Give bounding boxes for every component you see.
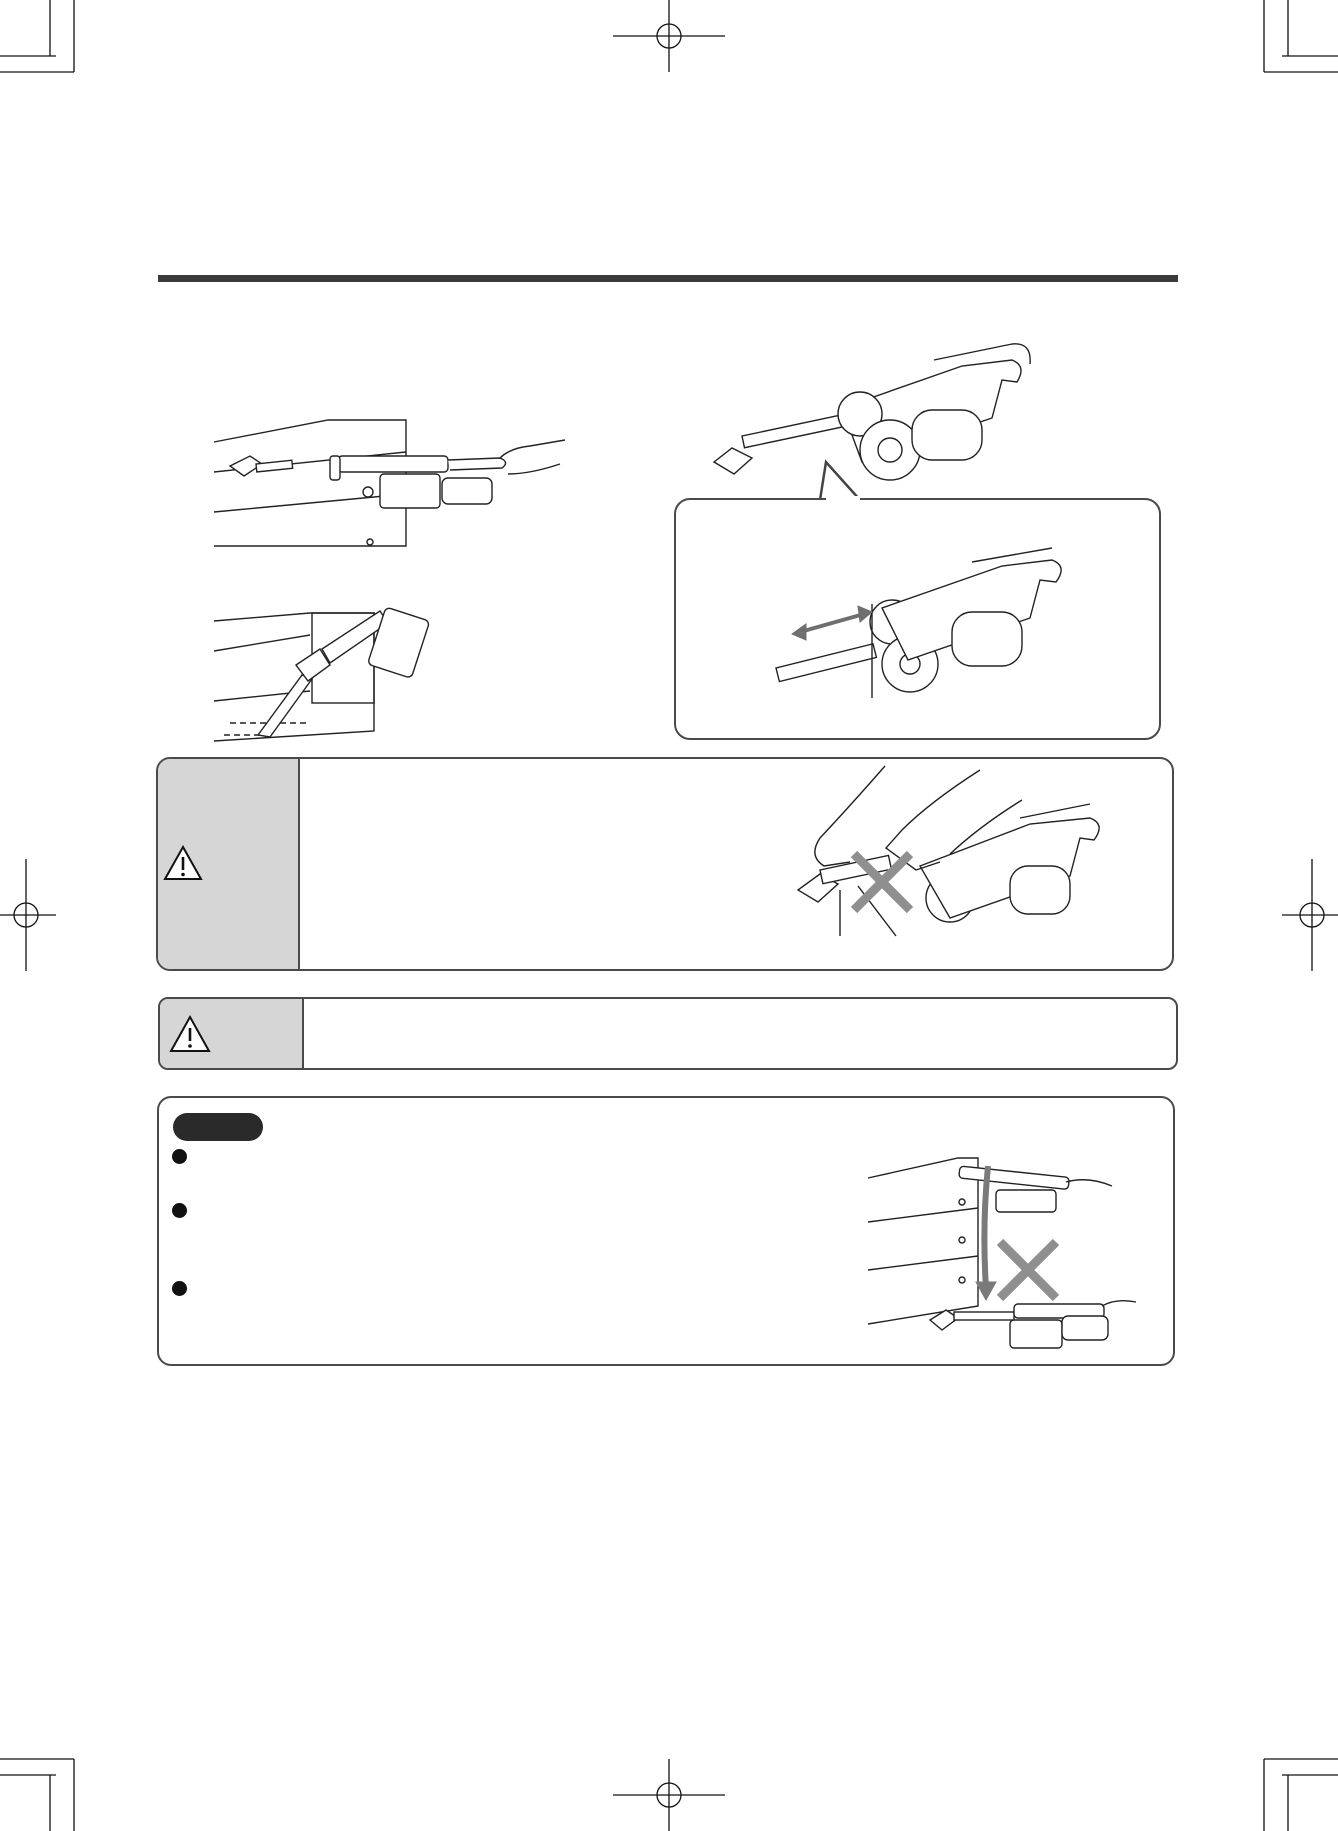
prohibited-x-icon <box>1000 1242 1056 1298</box>
registration-mark-icon <box>613 1759 725 1831</box>
bullet-dot-icon <box>172 1203 187 1218</box>
section-heading-rule <box>158 275 1178 282</box>
caution-panel-1-divider <box>298 759 300 971</box>
crop-mark-icon <box>1264 1759 1338 1831</box>
bullet-dot-icon <box>172 1281 187 1296</box>
registration-mark-icon <box>1282 859 1338 971</box>
warning-triangle-icon <box>169 1015 211 1053</box>
illustration-unit-detail <box>772 548 1072 708</box>
warning-triangle-icon <box>163 845 203 881</box>
double-arrow-icon <box>792 606 872 640</box>
double-arrow-icon <box>976 1166 996 1300</box>
caution-panel-2-divider <box>302 999 304 1070</box>
illustration-handheld-furniture <box>210 412 580 552</box>
illustration-hand-caution <box>790 766 1135 936</box>
caution-panel-2 <box>158 997 1178 1070</box>
registration-mark-icon <box>0 859 56 971</box>
registration-mark-icon <box>613 0 725 72</box>
illustration-crevice-use <box>210 605 460 745</box>
callout-pointer-cover <box>826 496 860 502</box>
note-badge <box>173 1113 263 1141</box>
crop-mark-icon <box>0 0 74 72</box>
crop-mark-icon <box>1264 0 1338 72</box>
crop-mark-icon <box>0 1759 74 1831</box>
illustration-drop-warning <box>866 1156 1146 1351</box>
bullet-dot-icon <box>172 1149 187 1164</box>
